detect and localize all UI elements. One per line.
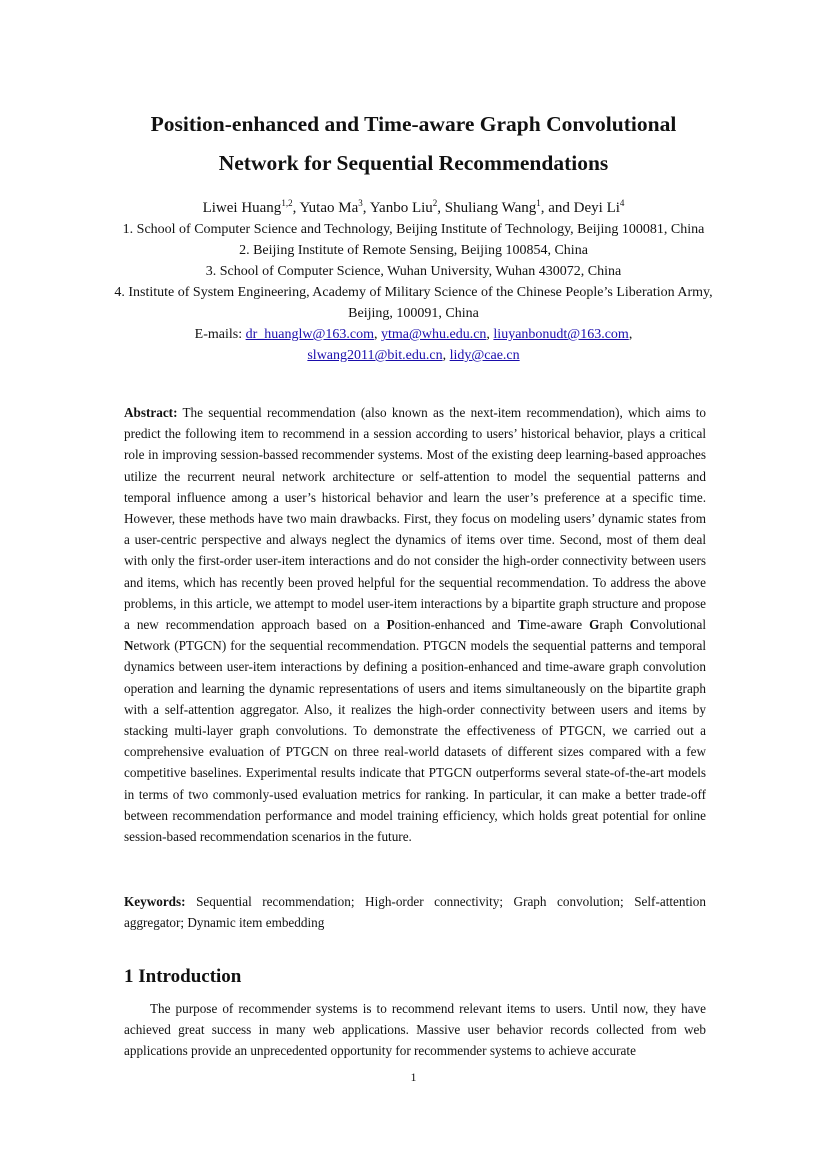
abstract-label: Abstract:	[124, 405, 178, 420]
acronym-word: raph	[599, 617, 630, 633]
abstract-text: The sequential recommendation (also known as the next-item recommendation), which aims to predict the following item to recommend in a session according to users’ historical behavior, plays a critical role in improving session-bassed recommender systems. Most of the existing deep learning-based approaches utilize the recurrent neural network architecture or self-attention to model the sequential patterns and temporal influence among a user’s historical behavior and learn the user’s preference at a specific time. However, these methods have two main drawbacks. First, they focus on modeling users’ dynamic states from a user-centric perspective and always neglect the dynamics of items over time. Second, most of them deal with only the first-order user-item interactions and do not consider the high-order connectivity between users and items, which has recently been proved helpful for the sequential recommendation. To address the above problems, in this article, we attempt to model user-item interactions by a bipartite graph structure and propose a new recommendation approach based on a	[124, 405, 706, 633]
author-name: Liwei Huang	[202, 200, 282, 216]
email-link[interactable]: liuyanbonudt@163.com	[493, 327, 629, 342]
acronym-word: ime-aware	[526, 617, 590, 633]
page-number: 1	[410, 1070, 417, 1084]
author-affiliation-marker: 1	[536, 198, 541, 208]
keywords	[124, 891, 706, 933]
acronym-word: osition-enhanced and	[394, 617, 518, 633]
author-name: Yanbo Liu	[369, 200, 433, 216]
email-link[interactable]: ytma@whu.edu.cn	[380, 327, 487, 342]
paper-title-line-2: Network for Sequential Recommendations	[218, 151, 609, 175]
abstract	[124, 402, 706, 847]
author-name: Shuliang Wang	[444, 200, 537, 216]
separator: ,	[437, 200, 445, 216]
affiliations	[110, 219, 717, 366]
author-affiliation-marker: 1,2	[281, 198, 293, 208]
author-affiliation-marker: 2	[432, 198, 438, 208]
separator: , and	[540, 200, 574, 216]
section-heading-introduction: 1 Introduction	[124, 966, 242, 987]
abstract-text-continued: (PTGCN) for the sequential recommendation. PTGCN models the sequential patterns and temporal dynamics between user-item interactions by defining a position-enhanced and time-aware graph convolution operation and learning the dynamic representations of users and items simultaneously on the bipartite graph with a self-attention aggregator. Also, it realizes the high-order connectivity between users and items by stacking multi-layer graph convolutions. To demonstrate the effectiveness of PTGCN, we carried out a comprehensive evaluation of PTGCN on three real-world datasets of different sizes compared with a few competitive baselines. Experimental results indicate that PTGCN outperforms several state-of-the-art models in terms of two commonly-used evaluation metrics for ranking. In particular, it can make a better trade-off between recommendation performance and model training efficiency, which holds great potential for online session-based recommendation scenarios in the future.	[124, 638, 706, 845]
author-affiliation-marker: 3	[358, 198, 363, 208]
author-name: Yutao Ma	[299, 200, 359, 216]
affiliation-4: 4. Institute of System Engineering, Academy of Military Science of the Chinese People’s Liberation Army, Beijing, 100091, China	[114, 285, 713, 321]
acronym-word: etwork	[133, 638, 171, 654]
acronym-letter: T	[517, 617, 527, 633]
acronym-word: onvolutional	[639, 617, 706, 633]
separator: ,	[292, 200, 300, 216]
acronym-letter: N	[124, 638, 134, 654]
acronym-letter: P	[386, 617, 395, 633]
affiliation-2: 2. Beijing Institute of Remote Sensing, Beijing 100854, China	[239, 243, 588, 258]
email-link[interactable]: dr_huanglw@163.com	[245, 327, 374, 342]
author-name: Deyi Li	[573, 200, 620, 216]
introduction-paragraph: The purpose of recommender systems is to recommend relevant items to users. Until now, they have achieved great success in many web applications. Massive user behavior records collected from web applications provide an unprecedented opportunity for recommender systems to achieve accurate	[124, 1001, 706, 1059]
affiliation-1: 1. School of Computer Science and Technology, Beijing Institute of Technology, Beijing 100081, China	[122, 222, 705, 237]
acronym-letter: C	[629, 617, 640, 633]
acronym-letter: G	[589, 617, 600, 633]
author-affiliation-marker: 4	[619, 198, 625, 208]
paper-title-line-1: Position-enhanced and Time-aware Graph Convolutional	[150, 112, 677, 136]
emails-label: E-mails:	[194, 327, 243, 342]
keywords-text: Sequential recommendation; High-order connectivity; Graph convolution; Self-attention aggregator; Dynamic item embedding	[124, 894, 706, 931]
email-list: E-mails: dr_huanglw@163.com, ytma@whu.edu.cn, liuyanbonudt@163.com, slwang2011@bit.edu.cn, lidy@cae.cn	[194, 327, 633, 363]
author-list	[110, 198, 717, 219]
separator: ,	[362, 200, 370, 216]
affiliation-3: 3. School of Computer Science, Wuhan University, Wuhan 430072, China	[205, 264, 622, 279]
email-link[interactable]: lidy@cae.cn	[449, 348, 520, 363]
keywords-label: Keywords:	[124, 894, 186, 909]
email-link[interactable]: slwang2011@bit.edu.cn	[307, 348, 443, 363]
